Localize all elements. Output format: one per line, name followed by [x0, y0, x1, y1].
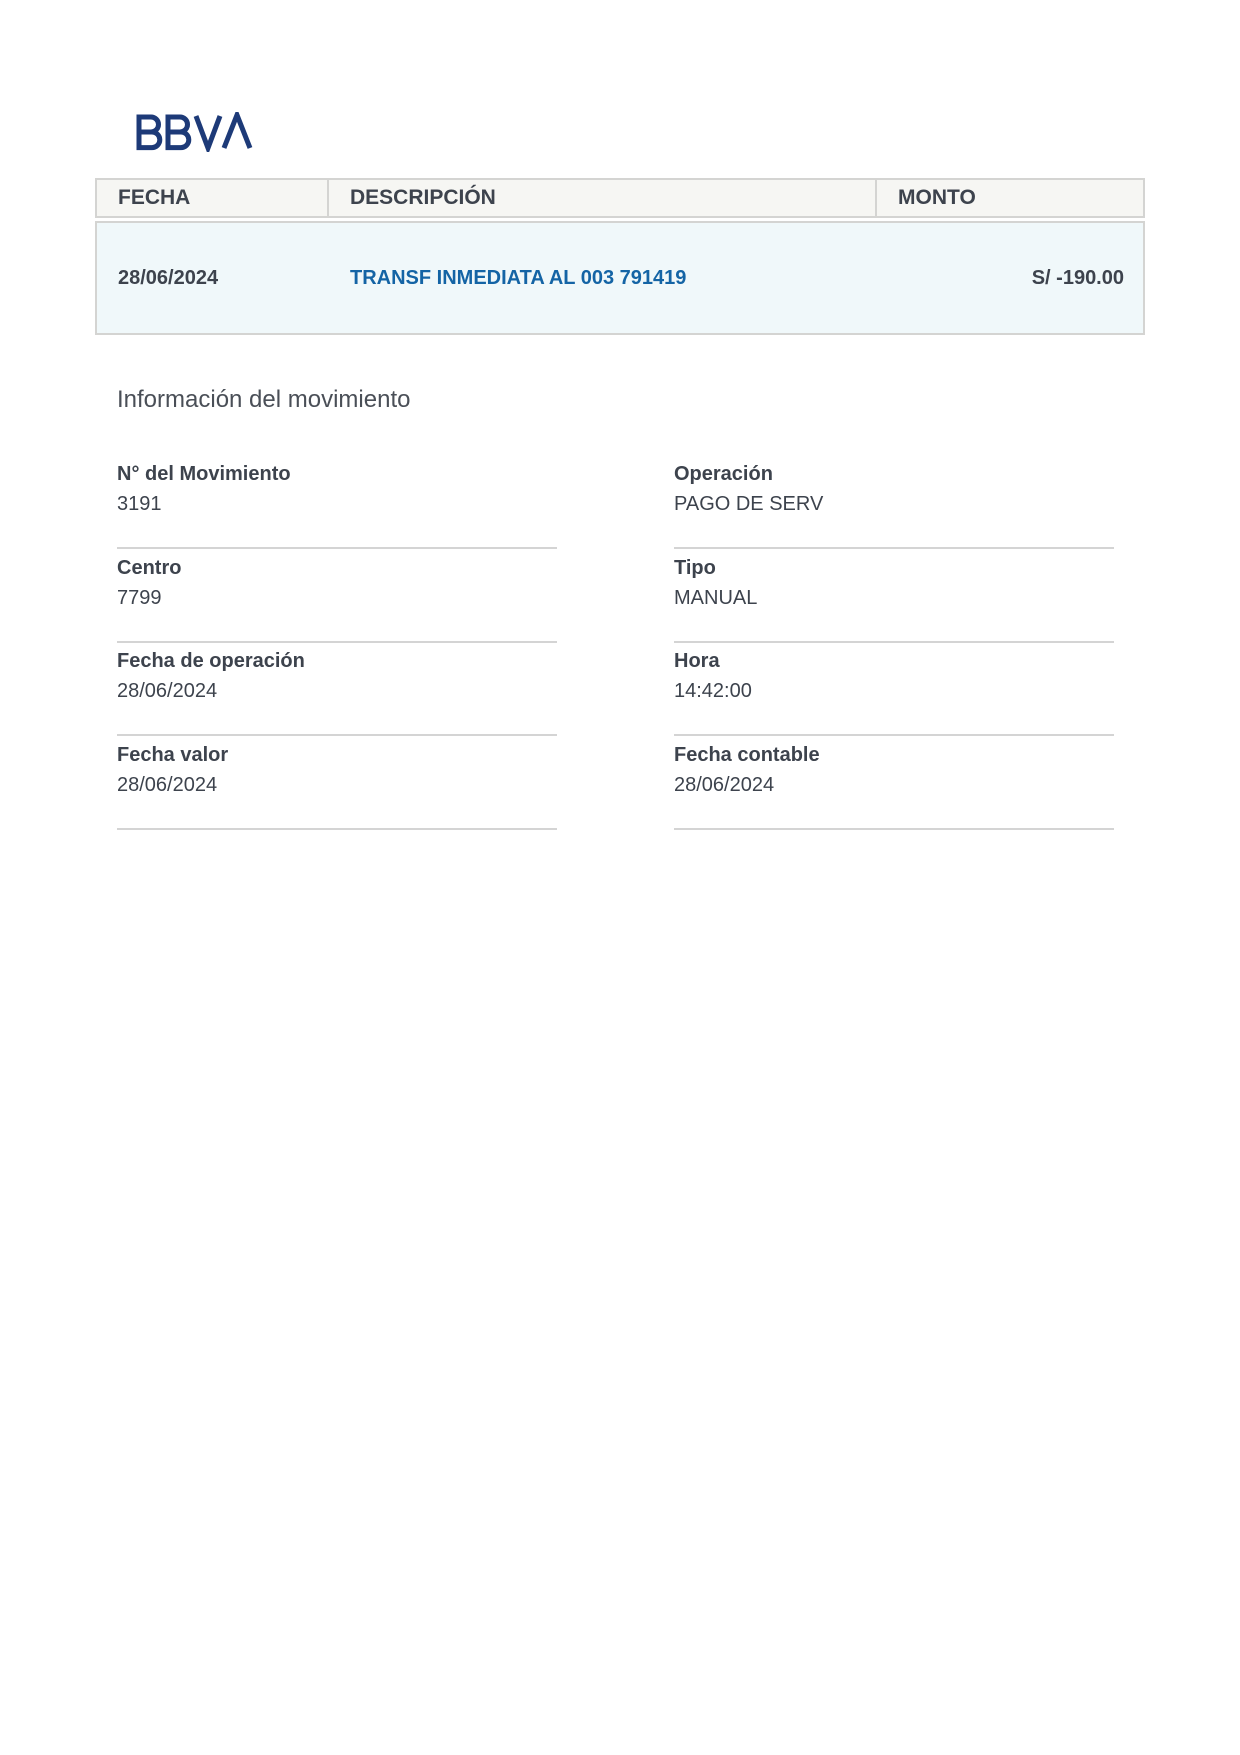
row-fecha: 28/06/2024 — [118, 266, 219, 289]
field-tipo — [674, 556, 1114, 643]
field-value: 14:42:00 — [674, 680, 752, 702]
field-label: Tipo — [674, 557, 716, 579]
field-operacion — [674, 462, 1114, 549]
bbva-logo — [136, 112, 258, 152]
field-value: 7799 — [117, 587, 162, 609]
field-label: N° del Movimiento — [117, 463, 291, 485]
table-row — [95, 221, 1145, 335]
field-centro — [117, 556, 557, 643]
field-label: Fecha contable — [674, 744, 820, 766]
transactions-table — [95, 178, 1145, 335]
header-monto: MONTO — [875, 180, 1143, 216]
header-descripcion: DESCRIPCIÓN — [327, 180, 875, 216]
field-fecha-valor — [117, 743, 557, 830]
field-value: 28/06/2024 — [117, 680, 218, 702]
field-label: Fecha de operación — [117, 650, 305, 672]
field-value: MANUAL — [674, 587, 758, 609]
row-monto: S/ -190.00 — [1031, 266, 1124, 289]
header-fecha: FECHA — [118, 186, 191, 209]
field-label: Operación — [674, 463, 773, 485]
section-title: Información del movimiento — [117, 386, 411, 413]
table-header — [95, 178, 1145, 218]
field-label: Fecha valor — [117, 744, 229, 766]
field-fecha-contable — [674, 743, 1114, 830]
field-value: 28/06/2024 — [674, 774, 775, 796]
field-label: Centro — [117, 557, 182, 579]
field-fecha-operacion — [117, 649, 557, 736]
field-value: PAGO DE SERV — [674, 493, 824, 515]
field-value: 3191 — [117, 493, 162, 515]
field-label: Hora — [674, 650, 720, 672]
field-hora — [674, 649, 1114, 736]
field-movimiento — [117, 462, 557, 549]
field-value: 28/06/2024 — [117, 774, 218, 796]
row-descripcion: TRANSF INMEDIATA AL 003 791419 — [350, 266, 687, 289]
bbva-logo-icon — [136, 112, 258, 152]
